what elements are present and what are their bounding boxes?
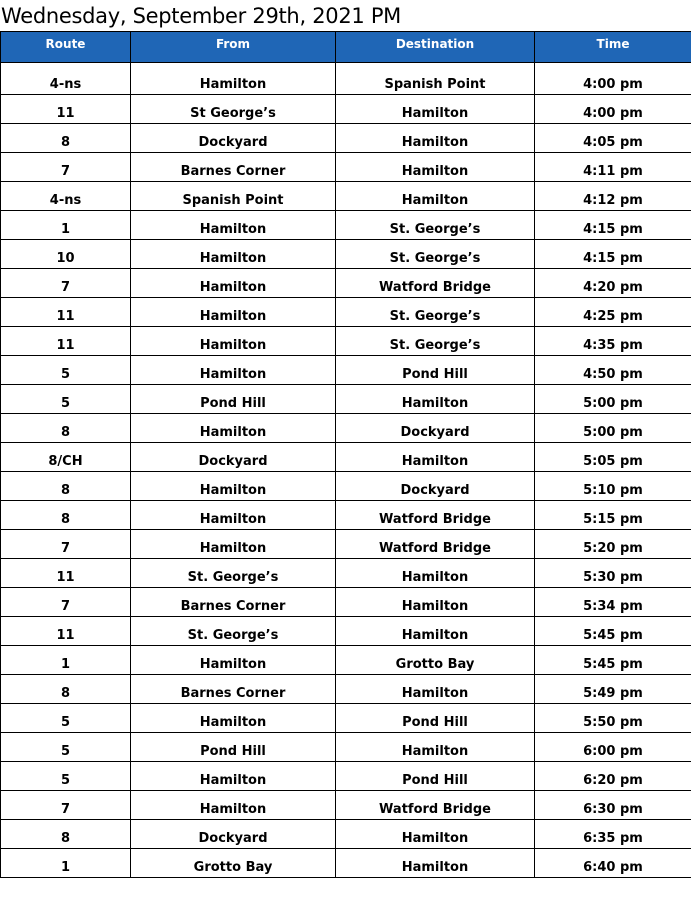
destination-cell: St. George’s <box>336 211 535 240</box>
route-cell: 8 <box>1 675 131 704</box>
destination-cell: Pond Hill <box>336 356 535 385</box>
table-row <box>1 385 691 414</box>
destination-cell: Spanish Point <box>336 63 535 95</box>
route-cell: 11 <box>1 298 131 327</box>
from-cell: St. George’s <box>131 559 336 588</box>
from-cell: Hamilton <box>131 472 336 501</box>
table-row <box>1 501 691 530</box>
from-cell: Pond Hill <box>131 733 336 762</box>
from-cell: Barnes Corner <box>131 588 336 617</box>
route-cell: 1 <box>1 646 131 675</box>
route-cell: 5 <box>1 704 131 733</box>
table-row <box>1 646 691 675</box>
route-cell: 1 <box>1 211 131 240</box>
table-row <box>1 153 691 182</box>
route-cell: 5 <box>1 733 131 762</box>
destination-cell: Hamilton <box>336 617 535 646</box>
header-row <box>1 32 691 63</box>
from-cell: Hamilton <box>131 414 336 443</box>
destination-cell: Hamilton <box>336 559 535 588</box>
from-cell: Hamilton <box>131 327 336 356</box>
table-row <box>1 820 691 849</box>
route-cell: 5 <box>1 762 131 791</box>
destination-cell: Hamilton <box>336 443 535 472</box>
destination-cell: Hamilton <box>336 153 535 182</box>
destination-cell: St. George’s <box>336 298 535 327</box>
destination-cell: Watford Bridge <box>336 791 535 820</box>
from-cell: Barnes Corner <box>131 153 336 182</box>
route-cell: 8/CH <box>1 443 131 472</box>
time-cell: 4:11 pm <box>535 153 691 182</box>
route-cell: 11 <box>1 617 131 646</box>
route-cell: 5 <box>1 385 131 414</box>
time-cell: 4:00 pm <box>535 95 691 124</box>
table-row <box>1 675 691 704</box>
route-cell: 8 <box>1 472 131 501</box>
route-cell: 7 <box>1 153 131 182</box>
table-row <box>1 791 691 820</box>
from-cell: Hamilton <box>131 356 336 385</box>
time-cell: 4:25 pm <box>535 298 691 327</box>
table-row <box>1 124 691 153</box>
destination-cell: St. George’s <box>336 327 535 356</box>
route-cell: 5 <box>1 356 131 385</box>
time-cell: 5:45 pm <box>535 646 691 675</box>
table-body <box>1 63 691 878</box>
from-cell: Hamilton <box>131 211 336 240</box>
route-cell: 11 <box>1 327 131 356</box>
time-cell: 4:15 pm <box>535 211 691 240</box>
destination-cell: Hamilton <box>336 820 535 849</box>
table-row <box>1 704 691 733</box>
time-cell: 6:20 pm <box>535 762 691 791</box>
time-cell: 6:35 pm <box>535 820 691 849</box>
table-row <box>1 617 691 646</box>
destination-cell: Hamilton <box>336 588 535 617</box>
destination-cell: St. George’s <box>336 240 535 269</box>
table-row <box>1 762 691 791</box>
time-cell: 4:12 pm <box>535 182 691 211</box>
time-cell: 4:20 pm <box>535 269 691 298</box>
time-cell: 5:00 pm <box>535 385 691 414</box>
route-cell: 7 <box>1 530 131 559</box>
destination-cell: Pond Hill <box>336 704 535 733</box>
time-cell: 5:10 pm <box>535 472 691 501</box>
route-cell: 8 <box>1 124 131 153</box>
table-row <box>1 530 691 559</box>
time-cell: 5:34 pm <box>535 588 691 617</box>
from-cell: Pond Hill <box>131 385 336 414</box>
from-cell: Hamilton <box>131 791 336 820</box>
route-cell: 8 <box>1 414 131 443</box>
time-cell: 5:45 pm <box>535 617 691 646</box>
table-row <box>1 182 691 211</box>
table-row <box>1 63 691 95</box>
from-cell: Hamilton <box>131 646 336 675</box>
destination-cell: Hamilton <box>336 95 535 124</box>
from-cell: Dockyard <box>131 443 336 472</box>
route-cell: 7 <box>1 588 131 617</box>
table-header <box>1 32 691 63</box>
destination-cell: Hamilton <box>336 733 535 762</box>
from-cell: Hamilton <box>131 269 336 298</box>
table-row <box>1 559 691 588</box>
time-cell: 4:15 pm <box>535 240 691 269</box>
column-header-from: From <box>131 32 336 63</box>
from-cell: St. George’s <box>131 617 336 646</box>
page-title: Wednesday, September 29th, 2021 PM <box>1 4 401 28</box>
time-cell: 4:00 pm <box>535 63 691 95</box>
time-cell: 5:15 pm <box>535 501 691 530</box>
from-cell: Barnes Corner <box>131 675 336 704</box>
table-row <box>1 733 691 762</box>
table-row <box>1 95 691 124</box>
time-cell: 5:30 pm <box>535 559 691 588</box>
destination-cell: Watford Bridge <box>336 530 535 559</box>
from-cell: Hamilton <box>131 762 336 791</box>
route-cell: 11 <box>1 95 131 124</box>
from-cell: Dockyard <box>131 820 336 849</box>
destination-cell: Dockyard <box>336 472 535 501</box>
destination-cell: Hamilton <box>336 675 535 704</box>
from-cell: Dockyard <box>131 124 336 153</box>
route-cell: 4-ns <box>1 182 131 211</box>
time-cell: 6:00 pm <box>535 733 691 762</box>
table-row <box>1 240 691 269</box>
table-row <box>1 588 691 617</box>
column-header-time: Time <box>535 32 691 63</box>
route-cell: 8 <box>1 501 131 530</box>
from-cell: Spanish Point <box>131 182 336 211</box>
from-cell: Grotto Bay <box>131 849 336 878</box>
destination-cell: Watford Bridge <box>336 269 535 298</box>
time-cell: 4:05 pm <box>535 124 691 153</box>
destination-cell: Hamilton <box>336 124 535 153</box>
destination-cell: Dockyard <box>336 414 535 443</box>
table-row <box>1 356 691 385</box>
destination-cell: Hamilton <box>336 849 535 878</box>
column-header-route: Route <box>1 32 131 63</box>
table-row <box>1 298 691 327</box>
table-row <box>1 472 691 501</box>
route-cell: 10 <box>1 240 131 269</box>
table-row <box>1 849 691 878</box>
route-cell: 4-ns <box>1 63 131 95</box>
time-cell: 4:50 pm <box>535 356 691 385</box>
route-cell: 8 <box>1 820 131 849</box>
destination-cell: Pond Hill <box>336 762 535 791</box>
time-cell: 5:20 pm <box>535 530 691 559</box>
destination-cell: Grotto Bay <box>336 646 535 675</box>
from-cell: St George’s <box>131 95 336 124</box>
table-row <box>1 414 691 443</box>
from-cell: Hamilton <box>131 530 336 559</box>
table-row <box>1 211 691 240</box>
destination-cell: Watford Bridge <box>336 501 535 530</box>
route-cell: 7 <box>1 269 131 298</box>
table-row <box>1 269 691 298</box>
table-row <box>1 443 691 472</box>
time-cell: 5:00 pm <box>535 414 691 443</box>
from-cell: Hamilton <box>131 501 336 530</box>
time-cell: 5:05 pm <box>535 443 691 472</box>
from-cell: Hamilton <box>131 704 336 733</box>
time-cell: 4:35 pm <box>535 327 691 356</box>
route-cell: 1 <box>1 849 131 878</box>
route-cell: 7 <box>1 791 131 820</box>
from-cell: Hamilton <box>131 63 336 95</box>
from-cell: Hamilton <box>131 240 336 269</box>
destination-cell: Hamilton <box>336 182 535 211</box>
route-cell: 11 <box>1 559 131 588</box>
bus-schedule-table <box>0 31 691 878</box>
column-header-destination: Destination <box>336 32 535 63</box>
time-cell: 5:49 pm <box>535 675 691 704</box>
destination-cell: Hamilton <box>336 385 535 414</box>
from-cell: Hamilton <box>131 298 336 327</box>
time-cell: 6:40 pm <box>535 849 691 878</box>
time-cell: 5:50 pm <box>535 704 691 733</box>
table-row <box>1 327 691 356</box>
time-cell: 6:30 pm <box>535 791 691 820</box>
